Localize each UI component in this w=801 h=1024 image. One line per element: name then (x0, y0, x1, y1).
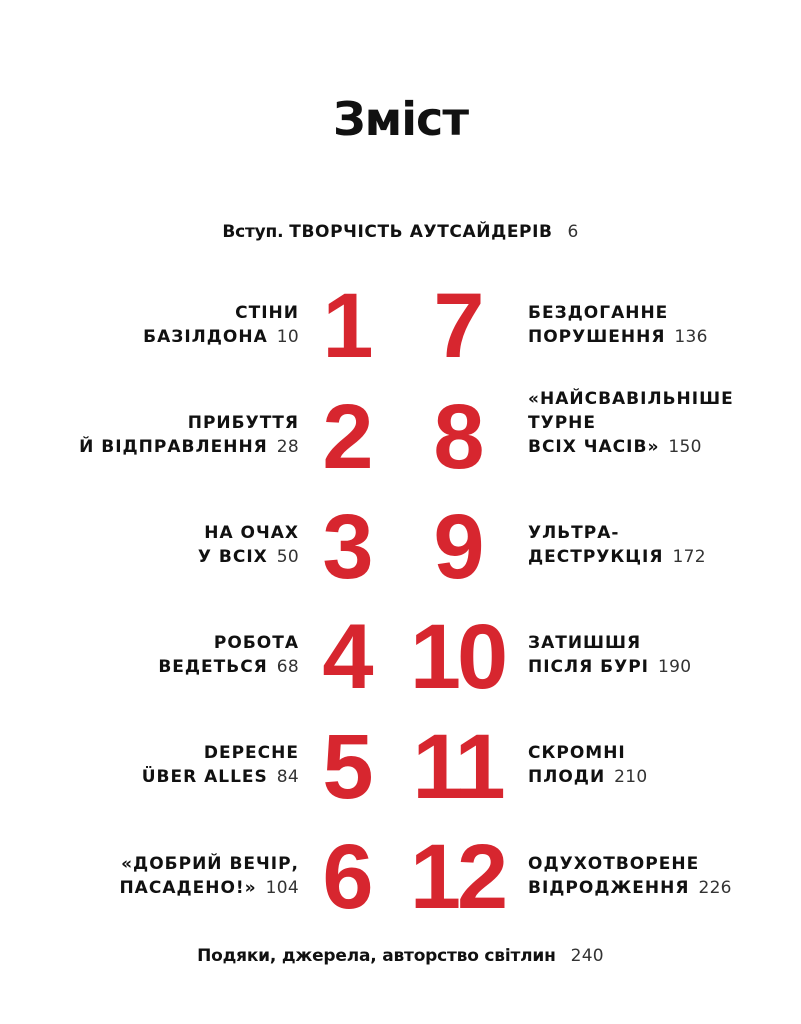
chapter-page-number: 210 (614, 767, 648, 787)
chapter-page-number: 172 (672, 547, 706, 567)
chapter-entry[interactable] (119, 852, 299, 900)
chapter-title-line (119, 852, 299, 876)
chapter-title-text: БАЗІЛДОНА (143, 327, 268, 347)
chapter-number: 7 (433, 275, 481, 377)
chapter-title-text: ПІСЛЯ БУРІ (528, 657, 650, 677)
chapter-number: 1 (322, 275, 370, 377)
chapter-title-text: БЕЗДОГАННЕ (528, 303, 669, 323)
chapter-entry[interactable] (142, 741, 299, 789)
toc-row (0, 827, 801, 927)
toc-row (0, 717, 801, 817)
chapter-title-text: ÜBER ALLES (141, 767, 268, 787)
chapter-title-line (528, 852, 732, 876)
chapter-entry[interactable] (528, 852, 732, 900)
chapter-title-text: СКРОМНІ (528, 743, 626, 763)
chapter-entry[interactable] (528, 387, 734, 459)
chapter-page-number: 150 (668, 437, 702, 457)
chapter-title-text: НА ОЧАХ (204, 523, 299, 543)
chapter-title-line (79, 411, 299, 435)
acknowledgements-title: Подяки, джерела, авторство світлин (197, 946, 556, 966)
chapter-entry[interactable] (158, 631, 299, 679)
chapter-number: 12 (409, 826, 505, 928)
chapter-title-line (528, 765, 648, 789)
chapter-title-line (198, 545, 299, 569)
chapter-title-line (528, 435, 734, 459)
chapter-title-text: ПРИБУТТЯ (187, 413, 299, 433)
chapter-entry[interactable] (528, 741, 648, 789)
chapter-page-number: 84 (276, 767, 299, 787)
chapter-entry[interactable] (528, 301, 708, 349)
chapter-title-text: СТІНИ (235, 303, 299, 323)
chapter-number: 9 (433, 496, 481, 598)
chapter-title-line (79, 435, 299, 459)
chapter-title-line (528, 301, 708, 325)
chapter-title-text: УЛЬТРА- (528, 523, 620, 543)
chapter-number: 6 (322, 826, 370, 928)
chapter-entry[interactable] (143, 301, 299, 349)
chapter-title-text: РОБОТА (213, 633, 299, 653)
chapter-entry[interactable] (528, 521, 706, 569)
intro-lead: Вступ. (222, 222, 284, 242)
chapter-number: 5 (322, 716, 370, 818)
chapter-title-line (528, 631, 691, 655)
chapter-number: 8 (433, 386, 481, 488)
chapter-page-number: 50 (276, 547, 299, 567)
toc-row (0, 607, 801, 707)
intro-page-number: 6 (567, 222, 579, 242)
chapter-title-line (158, 655, 299, 679)
chapter-title-line (528, 876, 732, 900)
chapter-title-text: «НАЙСВАВІЛЬНІШЕ (528, 389, 734, 409)
intro-title: ТВОРЧІСТЬ АУТСАЙДЕРІВ (289, 222, 553, 242)
chapter-title-text: ПОРУШЕННЯ (528, 327, 666, 347)
chapter-title-line (528, 545, 706, 569)
chapter-page-number: 10 (276, 327, 299, 347)
chapter-title-line (142, 765, 299, 789)
chapter-title-text: ТУРНЕ (528, 413, 597, 433)
chapter-title-text: ВСІХ ЧАСІВ» (528, 437, 660, 457)
acknowledgements-page-number: 240 (570, 946, 604, 966)
chapter-page-number: 28 (276, 437, 299, 457)
chapter-number: 4 (322, 606, 370, 708)
chapter-title-text: ВЕДЕТЬСЯ (158, 657, 268, 677)
chapter-number: 10 (409, 606, 505, 708)
chapter-title-text: ВІДРОДЖЕННЯ (528, 878, 690, 898)
chapter-page-number: 68 (276, 657, 299, 677)
chapter-number: 11 (412, 716, 502, 818)
chapter-title-line (143, 301, 299, 325)
chapter-title-line (142, 741, 299, 765)
chapter-title-line (143, 325, 299, 349)
chapter-page-number: 104 (265, 878, 299, 898)
chapter-number: 2 (322, 386, 370, 488)
chapter-title-text: ПАСАДЕНО!» (119, 878, 257, 898)
chapter-page-number: 190 (658, 657, 692, 677)
chapter-title-text: ПЛОДИ (528, 767, 606, 787)
chapter-title-line (119, 876, 299, 900)
chapter-title-line (528, 655, 691, 679)
chapter-title-text: ЗАТИШШЯ (528, 633, 642, 653)
chapter-page-number: 136 (674, 327, 708, 347)
page-title: Зміст (333, 92, 468, 146)
toc-row (0, 387, 801, 487)
chapter-title-line (528, 325, 708, 349)
chapter-title-text: Й ВІДПРАВЛЕННЯ (79, 437, 268, 457)
chapter-title-line (528, 521, 706, 545)
chapter-title-line (528, 741, 648, 765)
acknowledgements-entry[interactable] (0, 946, 801, 966)
toc-row (0, 276, 801, 376)
chapter-page-number: 226 (698, 878, 732, 898)
chapter-number: 3 (322, 496, 370, 598)
toc-row (0, 497, 801, 597)
chapter-entry[interactable] (528, 631, 691, 679)
chapter-title-line (528, 387, 734, 411)
chapter-title-line (158, 631, 299, 655)
chapter-title-text: У ВСІХ (197, 547, 268, 567)
chapter-title-line (198, 521, 299, 545)
chapter-title-text: «ДОБРИЙ ВЕЧІР, (121, 854, 299, 874)
chapter-title-text: DEPECHE (203, 743, 299, 763)
chapter-title-text: ДЕСТРУКЦІЯ (528, 547, 664, 567)
chapter-entry[interactable] (198, 521, 299, 569)
chapter-title-text: ОДУХОТВОРЕНЕ (528, 854, 700, 874)
chapter-entry[interactable] (79, 411, 299, 459)
intro-entry[interactable] (0, 222, 801, 242)
chapter-title-line (528, 411, 734, 435)
